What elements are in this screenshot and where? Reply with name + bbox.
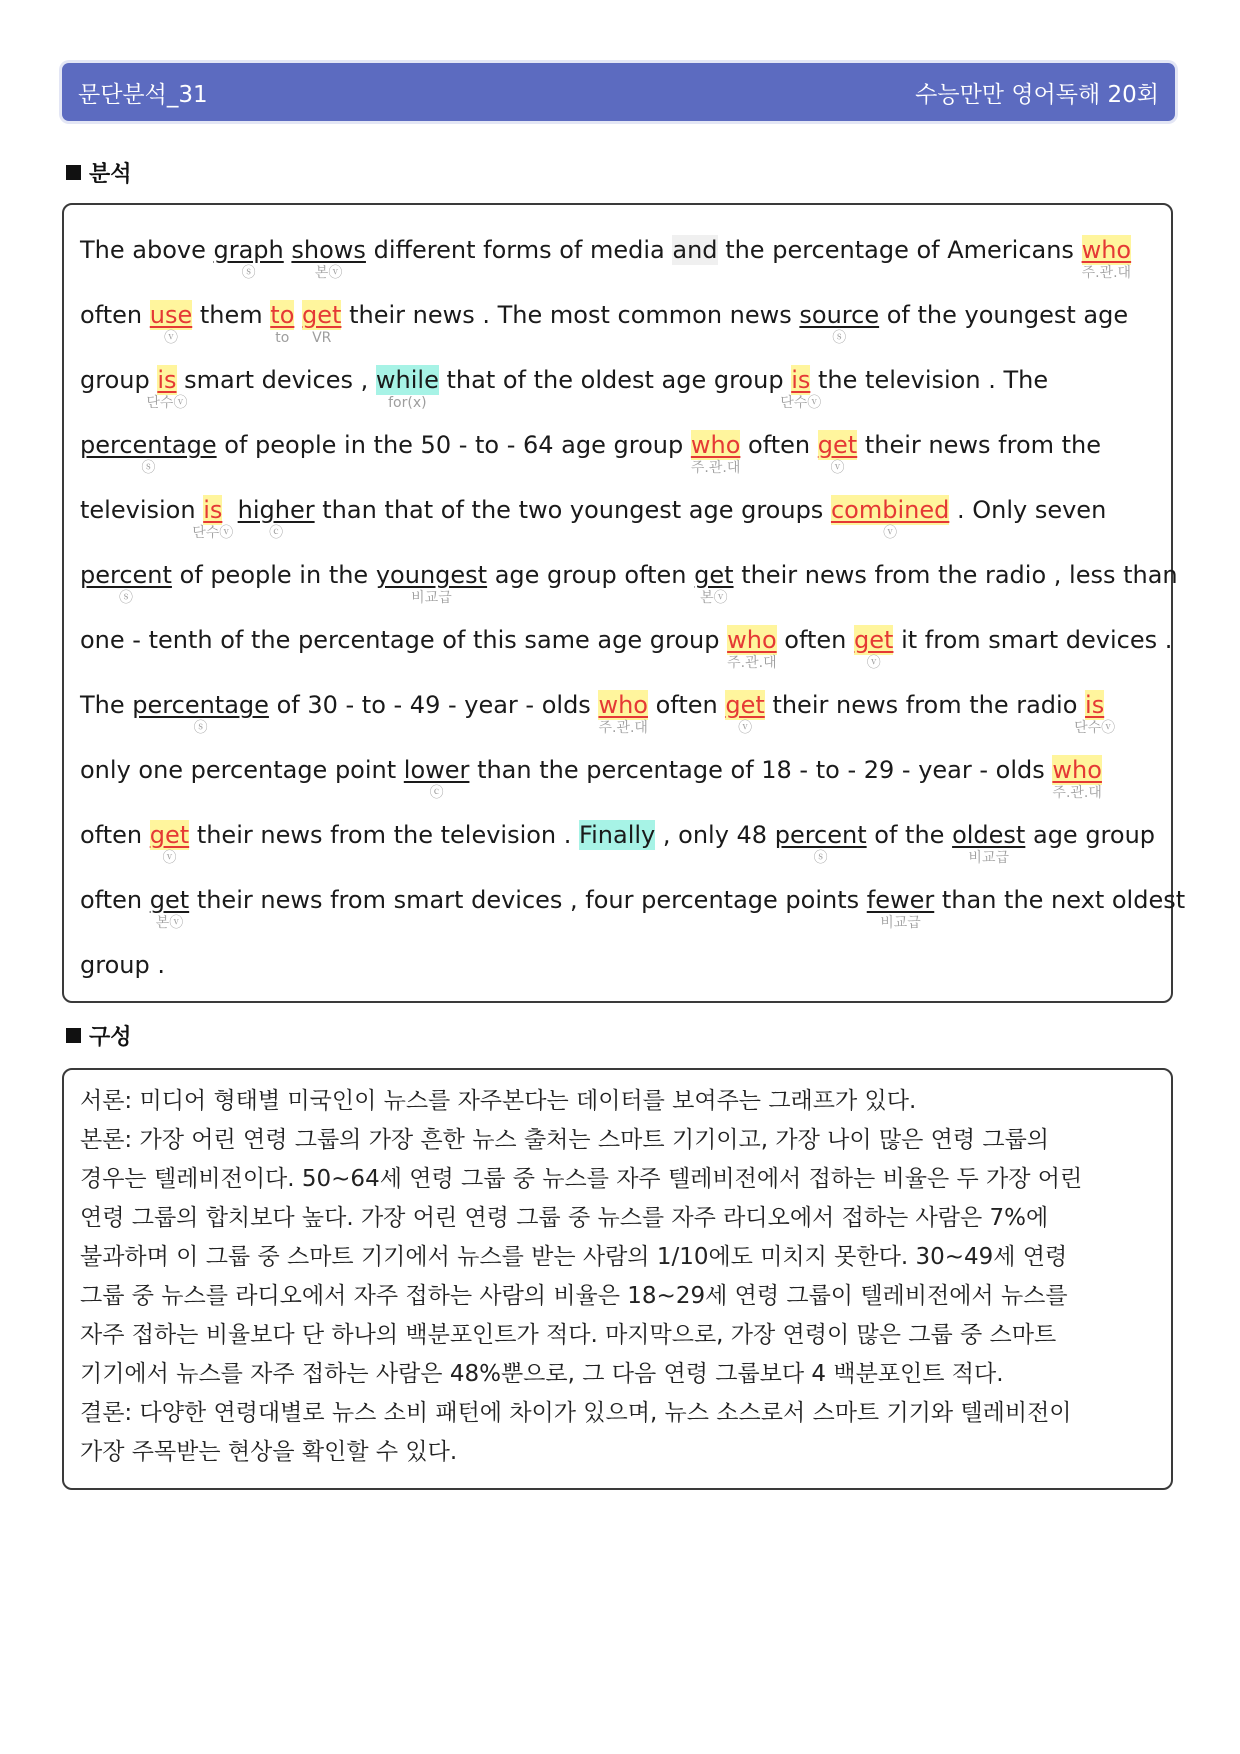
text-span: often xyxy=(748,431,811,459)
square-bullet-icon xyxy=(66,165,81,180)
structure-line: 기기에서 뉴스를 자주 접하는 사람은 48%뿐으로, 그 다음 연령 그룹보다 4 백분포인트 적다. xyxy=(80,1361,1004,1387)
grammar-annotation: 단수ⓥ xyxy=(146,395,188,411)
annotated-word: percent ⓢ xyxy=(774,821,867,866)
annotated-word: get ⓥ xyxy=(817,431,858,476)
analysis-line xyxy=(80,560,1178,625)
annotated-word: lower ⓒ xyxy=(403,756,470,801)
page-header xyxy=(62,63,1175,121)
text-span: of the youngest age xyxy=(886,301,1129,329)
annotated-word: graph ⓢ xyxy=(213,236,284,281)
grammar-annotation: 단수ⓥ xyxy=(192,525,234,541)
text-span: of people in the 50 - to - 64 age group xyxy=(224,431,684,459)
annotated-word: get VR xyxy=(302,301,342,346)
text-span: often xyxy=(80,821,143,849)
structure-line: 경우는 텔레비전이다. 50~64세 연령 그룹 중 뉴스를 자주 텔레비전에서 접하는 비율은 두 가장 어린 xyxy=(80,1166,1083,1192)
grammar-annotation: for(x) xyxy=(388,395,427,411)
annotated-word: use ⓥ xyxy=(149,301,193,346)
text-span: . Only seven xyxy=(956,496,1107,524)
grammar-annotation: 본ⓥ xyxy=(700,590,728,606)
grammar-annotation: ⓢ xyxy=(241,265,256,281)
analysis-line xyxy=(80,755,1157,820)
text-span: often xyxy=(784,626,847,654)
text-span: their news . The most common news xyxy=(349,301,792,329)
text-span: television xyxy=(80,496,196,524)
grammar-annotation: 비교급 xyxy=(411,590,452,606)
analysis-line xyxy=(80,690,1157,755)
grammar-annotation: 단수ⓥ xyxy=(1074,720,1116,736)
grammar-annotation: ⓒ xyxy=(429,785,444,801)
text-span: group . xyxy=(80,951,165,979)
structure-line: 그룹 중 뉴스를 라디오에서 자주 접하는 사람의 비율은 18~29세 연령 그룹이 텔레비전에서 뉴스를 xyxy=(80,1283,1068,1309)
grammar-annotation: ⓢ xyxy=(141,460,156,476)
text-span: it from smart devices . xyxy=(901,626,1173,654)
grammar-annotation: ⓢ xyxy=(832,330,847,346)
grammar-annotation: to xyxy=(275,330,290,346)
annotated-word: source ⓢ xyxy=(799,301,880,346)
annotated-word: who 주.관.대 xyxy=(1081,236,1132,281)
structure-line: 가장 주목받는 현상을 확인할 수 있다. xyxy=(80,1439,458,1465)
annotated-word: oldest 비교급 xyxy=(952,821,1026,866)
text-span: than that of the two youngest age groups xyxy=(322,496,824,524)
text-span: The above xyxy=(80,236,206,264)
text-span: , only 48 xyxy=(662,821,768,849)
structure-line: 서론: 미디어 형태별 미국인이 뉴스를 자주본다는 데이터를 보여주는 그래프가 있다. xyxy=(80,1088,917,1114)
grammar-annotation: 비교급 xyxy=(880,915,921,931)
grammar-annotation: 본ⓥ xyxy=(314,265,343,281)
grammar-annotation: 단수ⓥ xyxy=(780,395,822,411)
grammar-annotation: ⓥ xyxy=(163,330,178,346)
grammar-annotation: 주.관.대 xyxy=(1052,785,1102,801)
structure-line: 본론: 가장 어린 연령 그룹의 가장 흔한 뉴스 출처는 스마트 기기이고, 가장 나이 많은 연령 그룹의 xyxy=(80,1127,1050,1153)
grammar-annotation: ⓢ xyxy=(118,590,133,606)
text-span: their news from the radio , less than xyxy=(741,561,1178,589)
grammar-annotation: VR xyxy=(312,330,332,346)
text-span: their news from the xyxy=(864,431,1102,459)
text-span: often xyxy=(80,886,143,914)
analysis-line xyxy=(80,300,1157,365)
structure-line: 결론: 다양한 연령대별로 뉴스 소비 패턴에 차이가 있으며, 뉴스 소스로서 스마트 기기와 텔레비전이 xyxy=(80,1400,1072,1426)
analysis-line xyxy=(80,430,1157,495)
grammar-annotation: ⓥ xyxy=(162,850,177,866)
structure-line: 자주 접하는 비율보다 단 하나의 백분포인트가 적다. 마지막으로, 가장 연령이 많은 그룹 중 스마트 xyxy=(80,1322,1057,1348)
annotated-word: shows 본ⓥ xyxy=(291,236,366,281)
text-span: and xyxy=(672,236,718,264)
annotated-word: get 본ⓥ xyxy=(149,886,190,931)
text-span: Finally xyxy=(579,821,656,849)
grammar-annotation: ⓥ xyxy=(866,655,881,671)
grammar-annotation: ⓢ xyxy=(193,720,208,736)
analysis-line xyxy=(80,365,1157,430)
text-span: group xyxy=(80,366,150,394)
text-span: of people in the xyxy=(179,561,369,589)
text-span: than the percentage of 18 - to - 29 - year - olds xyxy=(477,756,1045,784)
analysis-line xyxy=(80,950,1157,1015)
text-span: their news from the television . xyxy=(196,821,572,849)
analysis-box xyxy=(62,203,1186,1003)
annotated-word: is 단수ⓥ xyxy=(146,366,188,411)
text-span: the television . The xyxy=(818,366,1049,394)
analysis-line xyxy=(80,235,1157,300)
annotated-word: percentage ⓢ xyxy=(80,431,217,476)
annotated-word: who 주.관.대 xyxy=(727,626,777,671)
analysis-section-title xyxy=(66,157,132,188)
text-span: one - tenth of the percentage of this same age group xyxy=(80,626,720,654)
structure-line: 연령 그룹의 합치보다 높다. 가장 어린 연령 그룹 중 뉴스를 자주 라디오에서 접하는 사람은 7%에 xyxy=(80,1205,1049,1231)
annotated-word: get ⓥ xyxy=(725,691,765,736)
annotated-word: is 단수ⓥ xyxy=(1074,691,1116,736)
text-span: the percentage of Americans xyxy=(725,236,1074,264)
text-span: that of the oldest age group xyxy=(446,366,784,394)
analysis-title-text: 분석 xyxy=(89,162,132,187)
grammar-annotation: 주.관.대 xyxy=(598,720,648,736)
text-span: often xyxy=(655,691,718,719)
annotated-word: is 단수ⓥ xyxy=(192,496,234,541)
annotated-word: while for(x) xyxy=(375,366,439,411)
annotated-word: get ⓥ xyxy=(149,821,190,866)
text-span: of the xyxy=(874,821,945,849)
grammar-annotation: 주.관.대 xyxy=(1081,265,1132,281)
annotated-word: combined ⓥ xyxy=(830,496,950,541)
structure-section-title xyxy=(66,1020,132,1051)
text-span: only one percentage point xyxy=(80,756,397,784)
text-span: age group often xyxy=(494,561,687,589)
text-span: often xyxy=(80,301,143,329)
text-span: their news from the radio xyxy=(772,691,1078,719)
annotated-word: get ⓥ xyxy=(854,626,894,671)
text-span: of 30 - to - 49 - year - olds xyxy=(276,691,591,719)
text-span: age group xyxy=(1032,821,1156,849)
annotated-word: to to xyxy=(270,301,295,346)
analysis-line xyxy=(80,820,1157,885)
grammar-annotation: ⓥ xyxy=(738,720,753,736)
annotated-word: who 주.관.대 xyxy=(690,431,741,476)
analysis-line xyxy=(80,495,1157,560)
text-span: smart devices , xyxy=(184,366,369,394)
analysis-line xyxy=(80,625,1173,690)
annotated-word: fewer 비교급 xyxy=(866,886,935,931)
grammar-annotation: ⓒ xyxy=(269,525,284,541)
square-bullet-icon xyxy=(66,1028,81,1043)
annotated-word: higher ⓒ xyxy=(237,496,315,541)
annotated-word: youngest 비교급 xyxy=(375,561,488,606)
annotated-word: who 주.관.대 xyxy=(1052,756,1102,801)
text-span: The xyxy=(80,691,125,719)
structure-box xyxy=(62,1068,1173,1490)
text-span: their news from smart devices , four percentage points xyxy=(196,886,860,914)
grammar-annotation: ⓢ xyxy=(813,850,828,866)
header-right-title: 수능만만 영어독해 20회 xyxy=(915,81,1159,108)
annotated-word: get 본ⓥ xyxy=(694,561,734,606)
grammar-annotation: 본ⓥ xyxy=(155,915,184,931)
text-span: them xyxy=(199,301,263,329)
structure-title-text: 구성 xyxy=(89,1025,132,1050)
annotated-word: percentage ⓢ xyxy=(132,691,269,736)
text-span: than the next oldest xyxy=(941,886,1186,914)
grammar-annotation: 비교급 xyxy=(968,850,1009,866)
annotated-word: is 단수ⓥ xyxy=(780,366,822,411)
annotated-word: who 주.관.대 xyxy=(598,691,648,736)
annotated-word: percent ⓢ xyxy=(80,561,172,606)
structure-line: 불과하며 이 그룹 중 스마트 기기에서 뉴스를 받는 사람의 1/10에도 미치지 못한다. 30~49세 연령 xyxy=(80,1244,1068,1270)
analysis-line xyxy=(80,885,1186,950)
text-span: different forms of media xyxy=(373,236,665,264)
grammar-annotation: 주.관.대 xyxy=(690,460,741,476)
header-left-title: 문단분석_31 xyxy=(78,81,208,108)
grammar-annotation: 주.관.대 xyxy=(727,655,777,671)
grammar-annotation: ⓥ xyxy=(883,525,898,541)
grammar-annotation: ⓥ xyxy=(830,460,845,476)
